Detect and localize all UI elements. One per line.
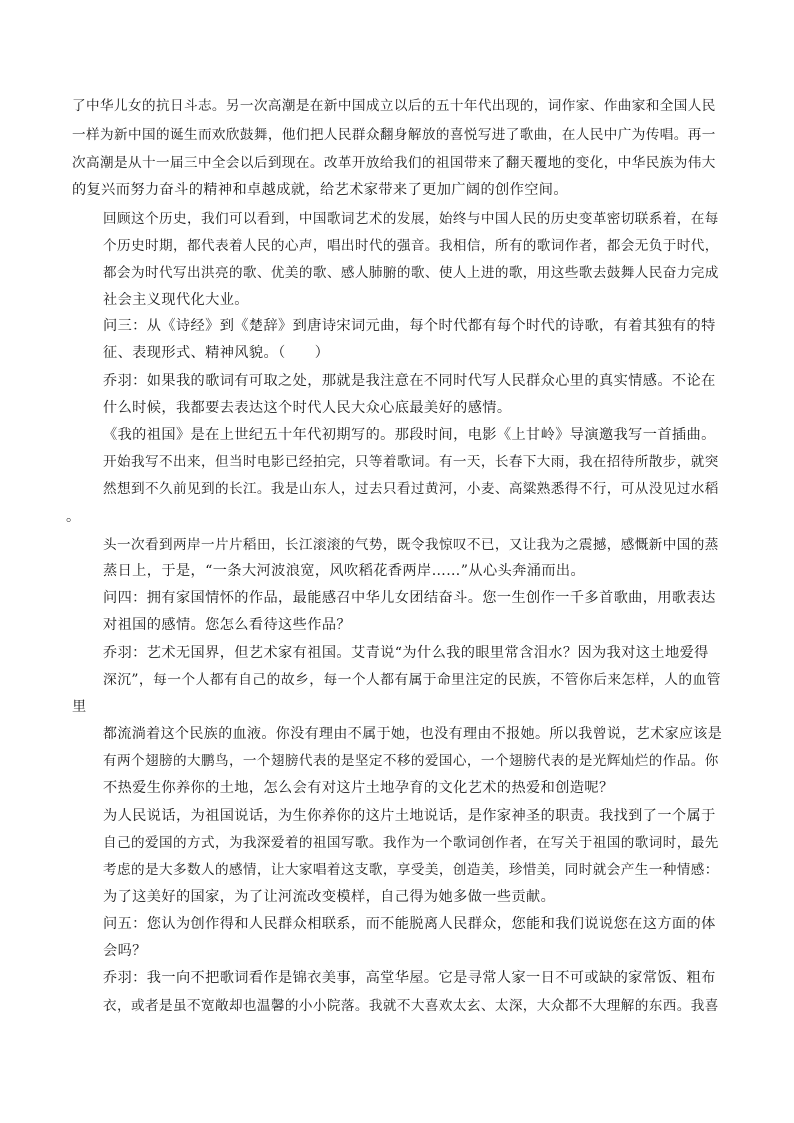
paragraph-line: 有两个翅膀的大鹏鸟，一个翅膀代表的是坚定不移的爱国心，一个翅膀代表的是光辉灿烂的作品。你 (103, 753, 719, 769)
paragraph-line: 不热爱生你养你的土地，怎么会有对这片土地孕育的文化艺术的热爱和创造呢？ (103, 780, 614, 796)
paragraph-line: 了中华儿女的抗日斗志。另一次高潮是在新中国成立以后的五十年代出现的，词作家、作曲家和全国人民 (72, 98, 716, 114)
paragraph-line: 为人民说话，为祖国说话，为生你养你的这片土地说话，是作家神圣的职责。我找到了一个属于 (103, 808, 716, 824)
paragraph-line: 都流淌着这个民族的血液。你没有理由不属于她，也没有理由不报她。所以我曾说，艺术家应该是 (103, 726, 723, 742)
answer-line: 乔羽：如果我的歌词有可取之处，那就是我注意在不同时代写人民群众心里的真实情感。不论在 (103, 373, 716, 389)
paragraph-line: 开始我写不出来，但当时电影已经拍完，只等着歌词。有一天，长春下大雨，我在招待所散步，就突 (103, 454, 719, 470)
paragraph-line: 考虑的是大多数人的感情，让大家唱着这支歌，享受美，创造美，珍惜美，同时就会产生一种情感： (103, 862, 719, 878)
answer-line: 什么时候，我都要去表达这个时代人民大众心底最美好的感情。 (103, 400, 512, 416)
answer-line: 乔羽：我一向不把歌词看作是锦衣美事，高堂华屋。它是寻常人家一日不可或缺的家常饭、粗布 (103, 970, 716, 986)
question-line: 对祖国的感情。您怎么看待这些作品？ (103, 617, 351, 633)
paragraph-line: 为了这美好的国家，为了让河流改变模样，自己得为她多做一些贡献。 (103, 889, 556, 905)
paragraph-line: 都会为时代写出洪亮的歌、优美的歌、感人肺腑的歌、使人上进的歌，用这些歌去鼓舞人民奋力完成 (103, 265, 719, 281)
answer-line: 里 (72, 699, 87, 715)
paragraph-line: 社会主义现代化大业。 (103, 292, 249, 308)
question-line: 问五：您认为创作得和人民群众相联系，而不能脱离人民群众，您能和我们说说您在这方面的体 (103, 916, 716, 932)
paragraph-line: 自己的爱国的方式，为我深爱着的祖国写歌。我作为一个歌词创作者，在写关于祖国的歌词时，最先 (103, 835, 719, 851)
paragraph-line: 头一次看到两岸一片片稻田，长江滚滚的气势，既令我惊叹不已，又让我为之震撼，感慨新中国的蒸 (103, 537, 719, 553)
answer-line: 乔羽：艺术无国界，但艺术家有祖国。艾青说“为什么我的眼里常含泪水？因为我对这土地爱得 (103, 645, 709, 661)
paragraph-line: 个历史时期，都代表着人民的心声，唱出时代的强音。我相信，所有的歌词作者，都会无负于时代， (103, 238, 719, 254)
paragraph-line: 然想到不久前见到的长江。我是山东人，过去只看过黄河，小麦、高粱熟悉得不行，可从没见过水稻 (103, 481, 719, 497)
question-line: 问四：拥有家国情怀的作品，最能感召中华儿女团结奋斗。您一生创作一千多首歌曲，用歌表达 (103, 590, 716, 606)
paragraph-line: 次高潮是从十一届三中全会以后到现在。改革开放给我们的祖国带来了翻天覆地的变化，中华民族为伟大 (72, 155, 716, 171)
answer-line: 衣，或者是虽不宽敞却也温馨的小小院落。我就不大喜欢太玄、太深，大众都不大理解的东西。我喜 (103, 998, 719, 1014)
paragraph-line: 的复兴而努力奋斗的精神和卓越成就，给艺术家带来了更加广阔的创作空间。 (72, 182, 568, 198)
paragraph-line: 一样为新中国的诞生而欢欣鼓舞，他们把人民群众翻身解放的喜悦写进了歌曲，在人民中广为传唱。再一 (72, 127, 716, 143)
paragraph-line: 《我的祖国》是在上世纪五十年代初期写的。那段时间，电影《上甘岭》导演邀我写一首插曲。 (103, 427, 716, 443)
paragraph-line: 。 (66, 509, 81, 525)
paragraph-line: 回顾这个历史，我们可以看到，中国歌词艺术的发展，始终与中国人民的历史变革密切联系着，在每 (103, 211, 719, 227)
question-line: 会吗？ (103, 943, 147, 959)
paragraph-line: 蒸日上，于是，“一条大河波浪宽，风吹稻花香两岸……”从心头奔涌而出。 (103, 563, 586, 579)
answer-line: 深沉”，每一个人都有自己的故乡，每一个人都有属于命里注定的民族，不管你后来怎样，人的血管 (103, 672, 721, 688)
question-line: 问三：从《诗经》到《楚辞》到唐诗宋词元曲，每个时代都有每个时代的诗歌，有着其独有的特 (103, 318, 716, 334)
question-line: 征、表现形式、精神风貌。（ ） (103, 345, 330, 361)
